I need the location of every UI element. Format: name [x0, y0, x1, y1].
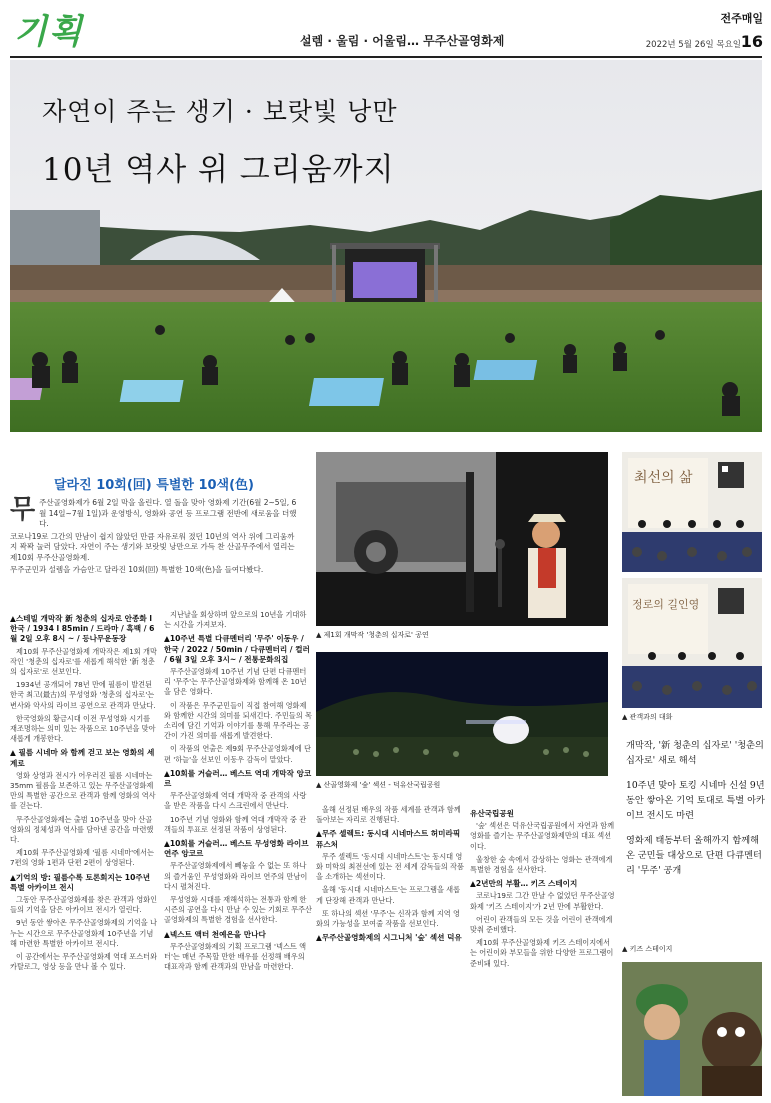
body-text: 한국영화의 황금시대 이전 무성영화 시기를 재조명하는 의미 있는 작품으로 10주년을 맞아 새롭게 개봉한다. [10, 713, 156, 744]
body-text: 무주산골영화제 역대 개막작 중 관객의 사랑을 받은 작품을 다시 스크린에서 만난다. [164, 791, 307, 811]
body-text: 무주산골영화제 10주년 기념 단편 다큐멘터리 '무주'는 무주산골영화제와 함께해 온 10년을 담은 영화다. [164, 667, 307, 697]
photo-caption: ▲ 제1회 개막작 '청춘의 십자로' 공연 [316, 631, 429, 639]
dateline: 2022년 5월 26일 목요일 [645, 40, 741, 50]
body-text: 무주산골영화제에서 빼놓을 수 없는 또 하나의 즐거움인 무성영화와 라이브 연주의 만남이 다시 펼쳐진다. [164, 861, 308, 891]
body-text: '숲' 섹션은 덕유산국립공원에서 자연과 함께 영화를 즐기는 무주산골영화제만의 대표 섹션이다. [470, 821, 615, 851]
body-text: 어린이 관객들의 모든 것을 어린이 관객에게 맞춰 준비했다. [470, 914, 613, 935]
section-heading: ▲넥스트 액터 천예은을 만나다 [164, 929, 266, 939]
section-heading: ▲10주년 특별 다큐멘터리 '무주' 이동우 / 한국 / 2022 / 50min / 다큐멘터리 / 컬러 / 6월 3일 오후 3시~ / 전통문화의집 [164, 634, 310, 664]
section-heading: ▲10회를 거슬러… 베스트 무성영화 라이브 연주 앙코르 [164, 839, 309, 859]
pull-quote [626, 738, 766, 888]
body-text: 이 공간에서는 무주산골영화제 역대 포스터와 카탈로그, 영상 등을 만나 볼 수 있다. [10, 952, 158, 972]
poster-text: 정로의 길인영 [632, 598, 700, 611]
body-text: 올해 선정된 배우의 작품 세계를 관객과 함께 돌아보는 자리로 진행된다. [316, 805, 461, 825]
body-text: 올해 '동시대 시네마스트'는 프로그램을 새롭게 단장해 관객과 만난다. [316, 885, 461, 905]
section-heading: 유산국립공원 [470, 809, 515, 818]
section-heading: ▲ 필름 시네마 와 함께 걷고 보는 영화의 세계로 [10, 748, 155, 768]
audience-talk-photo [622, 578, 762, 708]
body-text: 무주산골영화제는 출범 10주년을 맞아 산골영화의 정체성과 역사를 담아낸 공간을 마련했다. [10, 814, 154, 845]
quote-line: 영화제 태동부터 올해까지 함께해온 군민들 대상으로 단편 다큐멘터리 '무주' 공개 [626, 835, 762, 876]
section-heading: ▲10회를 거슬러… 베스트 역대 개막작 앙코르 [164, 768, 312, 789]
headline-line1: 자연이 주는 생기 · 보랏빛 낭만 [42, 97, 398, 126]
body-text: 또 하나의 섹션 '무주'는 신작과 함께 지역 영화의 가능성을 보여줄 작품을 선보인다. [316, 908, 460, 929]
silent-film-performance-photo [316, 452, 608, 626]
body-text: 지난날을 회상하며 앞으로의 10년을 기대하는 시간을 가져보자. [164, 610, 307, 630]
body-text: 이 작품의 연출은 제9회 무주산골영화제에 단편 '하늘'을 선보인 이동우 감독이 맡았다. [164, 744, 311, 764]
photo-caption: ▲ 산골영화제 '숲' 섹션 - 덕유산국립공원 [316, 781, 441, 789]
body-text: 영화 상영과 전시가 어우러진 필름 시네마는 35mm 필름을 보존하고 있는 무주산골영화제만의 특별한 공간으로 관객과 함께 영화의 역사를 걷는다. [10, 770, 156, 811]
newspaper-name: 전주매일 [720, 12, 763, 25]
quote-line: 개막작, '新 청춘의 십자로' '청춘의 십자로' 새로 해석 [626, 740, 764, 766]
dropcap: 무 [10, 495, 36, 525]
article-column-2 [164, 610, 312, 1096]
poster-text: 최선의 삶 [634, 470, 693, 486]
body-text: 무주산골영화제의 기획 프로그램 '넥스트 액터'는 매년 주목할 만한 배우를 선정해 배우의 대표작과 함께 관객과의 만남을 마련한다. [164, 941, 307, 972]
subheadline: 달라진 10회(回) 특별한 10색(色) [54, 478, 254, 493]
page-number: 16 [740, 32, 763, 51]
lead-paragraph [10, 495, 298, 586]
kids-stage-photo [622, 962, 762, 1096]
photo-caption: ▲ 관객과의 대화 [622, 713, 673, 721]
article-column-3 [316, 805, 464, 1096]
body-text: 제10회 무주산골영화제 키즈 스테이지에서는 어린이와 부모들을 위한 다양한 프로그램이 준비돼 있다. [470, 938, 614, 968]
body-text: 1934년 공개되어 78년 만에 필름이 발견된 한국 최고(最古)의 무성영화 '청춘의 십자로'는 변사와 악사의 라이브 공연으로 관객과 만났다. [10, 680, 156, 710]
section-heading: ▲2년만의 부활… 키즈 스테이지 [470, 879, 578, 889]
section-heading: ▲기억의 방: 필름수록 토론회지는 10주년 특별 아카이브 전시 [10, 872, 151, 892]
body-text: 이 작품은 무주군민들이 직접 참여해 영화제와 함께한 시간의 의미를 되새긴다. 주민들의 목소리에 담긴 기억과 이야기를 통해 무주라는 공간이 가진 의미를 새롭게 발견한다. [164, 700, 312, 741]
body-text: 제10회 무주산골영화제 '필름 시네마'에서는 7편의 영화 1편과 단편 2편이 상영된다. [10, 848, 154, 868]
body-text: 9년 동안 쌓아온 무주산골영화제의 기억을 나누는 시간으로 무주산골영화제 10주년을 기념해 마련한 특별한 아카이브 전시다. [10, 918, 157, 948]
body-text: 울창한 숲 속에서 감상하는 영화는 관객에게 특별한 경험을 선사한다. [470, 854, 613, 875]
lead-text: 무주군민과 설렘을 가슴안고 달라진 10회(回) 특별한 10색(色)을 들여다봤다. [10, 565, 264, 574]
page-topic: 설렘 · 울림 · 어울림… 무주산골영화제 [300, 34, 505, 48]
section-heading: ▲스테빌 개막작 新 청춘의 십자로 안종화 l 한국 / 1934 l 85min / 드라마 / 흑백 / 6월 2일 오후 8시 ~ / 등나무운동장 [10, 614, 155, 644]
photo-caption: ▲ 키즈 스테이지 [622, 945, 673, 953]
body-text: 그동안 무주산골영화제를 찾은 관객과 영화인들의 기억을 담은 아카이브 전시가 열린다. [10, 895, 158, 915]
page-header [0, 0, 771, 56]
section-kicker: 기획 [14, 12, 84, 52]
body-text: 무성영화 시대를 재해석하는 전통과 함께 한 시즌의 공연을 다시 만날 수 있는 기회로 무주산골영화제의 특별한 경험을 선사한다. [164, 895, 312, 925]
section-heading: ▲무주산골영화제의 시그니처 '숲' 섹션 덕유 [316, 933, 462, 943]
hero-photo [10, 60, 762, 432]
body-text: 10주년 기념 영화와 함께 역대 개막작 중 관객들의 투표로 선정된 작품이 상영된다. [164, 814, 307, 834]
body-text: 코로나19로 그간 만날 수 없었던 무주산골영화제 '키즈 스테이지'가 2년 만에 부활한다. [470, 891, 615, 911]
body-text: 무주 셀렉트 '동시대 시네마스트'는 동시대 영화 미학의 최전선에 있는 전 세계 감독들의 작품을 소개하는 섹션이다. [316, 851, 464, 882]
article-column-4 [470, 805, 616, 1096]
quote-line: 10주년 맞아 토킹 시네마 신설 9년동안 쌓아온 기억 토대로 특별 아카이브 전시도 마련 [626, 780, 765, 821]
body-text: 제10회 무주산골영화제 개막작은 제1회 개막작인 '청춘의 십자로'를 새롭게 해석한 '新 청춘의 십자로'로 선보인다. [10, 646, 157, 677]
forest-screening-photo [316, 652, 608, 776]
header-rule [10, 56, 762, 58]
lead-text: 코로나19로 그간의 만남이 쉽지 않았던 만큼 자유로워 졌던 10년의 역사 위에 그리움까지 꽉꽉 눌러 담았다. 자연이 주는 생기와 보랏빛 낭만으로 가득 찬 산골무주에서 열리는 제10회 무주산골영화제. [10, 531, 295, 562]
section-heading: ▲무주 셀렉트: 동시대 시네마스트 허미라픽 퓨스처 [316, 829, 461, 849]
audience-talk-photo [622, 452, 762, 572]
headline-line2: 10년 역사 위 그리움까지 [42, 152, 395, 188]
article-column-1 [10, 610, 158, 1096]
lead-text: 주산골영화제가 6월 2일 막을 올린다. 열 돌을 맞아 영화제 기간(6월 2~5일, 6월 14일~7월 1일)과 운영방식, 영화와 공연 등 프로그램 전반에 새로움을 더했다. [39, 498, 297, 528]
